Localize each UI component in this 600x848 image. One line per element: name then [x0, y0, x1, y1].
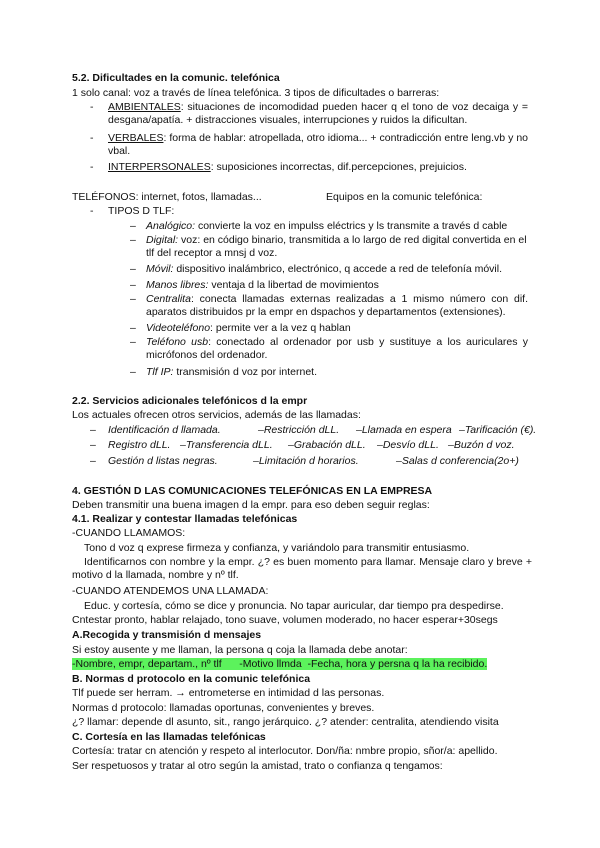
term-desc: ventaja d la libertad de movimientos: [208, 279, 379, 291]
tipo-analogico: [146, 220, 528, 233]
term: Manos libres:: [146, 279, 209, 291]
section-a-title: A.Recogida y transmisión d mensajes: [72, 629, 262, 641]
term: Analógico:: [146, 220, 196, 232]
term-desc: transmisión d voz por internet.: [173, 366, 317, 378]
tipo-tlf-ip: [146, 366, 528, 379]
bullet-dash: –: [90, 455, 96, 467]
bullet-dash: -: [90, 161, 94, 173]
list-item-ambientales: [108, 101, 528, 127]
bullet-dash: –: [90, 439, 96, 451]
term-desc: voz: en código binario, transmitida a lo largo de red digital convertida en el tlf del receptor a mnsj d voz.: [146, 234, 527, 259]
paragraph-respetuosos: Ser respetuosos y tratar al otro según la amistad, trato o confianza q tengamos:: [72, 760, 443, 772]
term: Teléfono usb: [146, 336, 209, 348]
tipo-telefono-usb: [146, 336, 528, 362]
term: Tlf IP:: [146, 366, 174, 378]
paragraph-cortesia: Cortesía: tratar cn atención y respeto al interlocutor. Don/ña: nmbre propio, sñor/a: apellido.: [72, 745, 498, 757]
term: AMBIENTALES: [108, 101, 181, 113]
servicio: –Tarificación (€).: [459, 424, 537, 436]
section-4-1-title: 4.1. Realizar y contestar llamadas telefónicas: [72, 513, 298, 525]
servicio: Gestión d listas negras.: [108, 455, 218, 467]
paragraph-tlf-herram: Tlf puede ser herram. → entrometerse en intimidad d las personas.: [72, 687, 385, 699]
bullet-dash: –: [130, 336, 136, 348]
cuando-atendemos-label: -CUANDO ATENDEMOS UNA LLAMADA:: [72, 585, 269, 597]
bullet-dash: –: [90, 424, 96, 436]
bullet-dash: -: [90, 101, 94, 113]
servicios-row-3: [108, 455, 533, 468]
highlighted-note: [72, 658, 532, 671]
servicio: –Desvío dLL.: [377, 439, 439, 451]
paragraph-cntestar: Cntestar pronto, hablar relajado, tono suave, volumen moderado, no hacer esperar+30segs: [72, 614, 498, 626]
section-5-2-title: 5.2. Dificultades en la comunic. telefónica: [72, 72, 280, 84]
tipos-tlf-label: TIPOS D TLF:: [108, 205, 175, 217]
servicio: –Salas d conferencia(2o+): [396, 455, 519, 467]
equipos-line: Equipos en la comunic telefónica:: [326, 191, 483, 203]
bullet-dash: -: [90, 205, 94, 217]
term: Digital:: [146, 234, 179, 246]
term-desc: : suposiciones incorrectas, dif.percepciones, prejuicios.: [210, 161, 467, 173]
paragraph-llamar-atender: ¿? llamar: depende dl asunto, sit., rango jerárquico. ¿? atender: centralita, atendiendo visita: [72, 716, 499, 728]
bullet-dash: –: [130, 293, 136, 305]
term: Videoteléfono: [146, 322, 211, 334]
term: Centralita: [146, 293, 191, 305]
term-desc: convierte la voz en impulss eléctrics y ls transmite a través d cable: [195, 220, 508, 232]
telefonos-line: TELÉFONOS: internet, fotos, llamadas...: [72, 191, 262, 203]
list-item-interpersonales: [108, 161, 528, 174]
servicio: –Buzón d voz.: [448, 439, 515, 451]
term-desc: : permite ver a la vez q hablan: [210, 322, 351, 334]
servicio: Registro dLL.: [108, 439, 171, 451]
section-4-title: 4. GESTIÓN D LAS COMUNICACIONES TELEFÓNICAS EN LA EMPRESA: [72, 485, 433, 497]
bullet-dash: –: [130, 279, 136, 291]
section-2-2-title: 2.2. Servicios adicionales telefónicos d la empr: [72, 395, 308, 407]
term: Móvil:: [146, 263, 174, 275]
paragraph-identificarnos: Identificarnos con nombre y la empr. ¿? es buen momento para llamar. Mensaje claro y breve + motivo d la llamada, nombre y nº tlf.: [72, 556, 532, 581]
term-desc: : forma de hablar: atropellada, otro idioma... + contradicción entre leng.vb y no vbal.: [108, 132, 528, 157]
bullet-dash: –: [130, 220, 136, 232]
section-b-title: B. Normas d protocolo en la comunic telefónica: [72, 673, 311, 685]
servicio: –Llamada en espera: [356, 424, 452, 436]
cuando-llamamos-label: -CUANDO LLAMAMOS:: [72, 527, 186, 539]
tipo-digital: [146, 234, 528, 260]
term: VERBALES: [108, 132, 164, 144]
servicios-row-2: [108, 439, 533, 452]
paragraph-normas: Normas d protocolo: llamadas oportunas, convenientes y breves.: [72, 702, 375, 714]
term-desc: : conectado al ordenador por usb y sustituye a los auriculares y micrófonos del ordenador.: [146, 336, 528, 361]
section-5-2-intro: 1 solo canal: voz a través de línea telefónica. 3 tipos de dificultades o barreras:: [72, 87, 440, 99]
section-2-2-intro: Los actuales ofrecen otros servicios, además de las llamadas:: [72, 409, 361, 421]
servicio: Identificación d llamada.: [108, 424, 221, 436]
tipo-manos-libres: [146, 279, 528, 292]
servicio: –Grabación dLL.: [288, 439, 366, 451]
bullet-dash: –: [130, 322, 136, 334]
term-desc: : situaciones de incomodidad pueden hacer q el tono de voz decaiga y = desgana/apatía. + distracciones visuales, interrupciones y ruidos la dificultan.: [108, 101, 528, 126]
servicios-row-1: [108, 424, 537, 437]
bullet-dash: -: [90, 132, 94, 144]
servicio: –Transferencia dLL.: [180, 439, 273, 451]
bullet-dash: –: [130, 234, 136, 246]
servicio: –Restricción dLL.: [258, 424, 340, 436]
bullet-dash: –: [130, 366, 136, 378]
term-desc: : conecta llamadas externas realizadas a 1 mismo número con dif. aparatos distribuidos pr la empr en dspachos y departamentos (extensiones).: [146, 293, 528, 318]
servicio: –Limitación d horarios.: [253, 455, 359, 467]
paragraph-tono: Tono d voz q exprese firmeza y confianza, y variándolo para transmitir entusiasmo.: [84, 542, 470, 554]
section-4-intro: Deben transmitir una buena imagen d la empr. para eso deben seguir reglas:: [72, 499, 430, 511]
list-item-verbales: [108, 132, 528, 158]
tipo-videotelefono: [146, 322, 528, 335]
paragraph-educ: Educ. y cortesía, cómo se dice y pronuncia. No tapar auricular, dar tiempo pra despedirse.: [84, 600, 504, 612]
tipo-centralita: [146, 293, 528, 319]
bullet-dash: –: [130, 263, 136, 275]
term: INTERPERSONALES: [108, 161, 211, 173]
highlight: -Nombre, empr, departam., nº tlf -Motivo llmda -Fecha, hora y persna q la ha recibido.: [72, 658, 488, 670]
paragraph-ausente: Si estoy ausente y me llaman, la persona q coja la llamada debe anotar:: [72, 644, 408, 656]
section-c-title: C. Cortesía en las llamadas telefónicas: [72, 731, 266, 743]
term-desc: dispositivo inalámbrico, electrónico, q accede a red de telefonía móvil.: [173, 263, 503, 275]
tipo-movil: [146, 263, 528, 276]
